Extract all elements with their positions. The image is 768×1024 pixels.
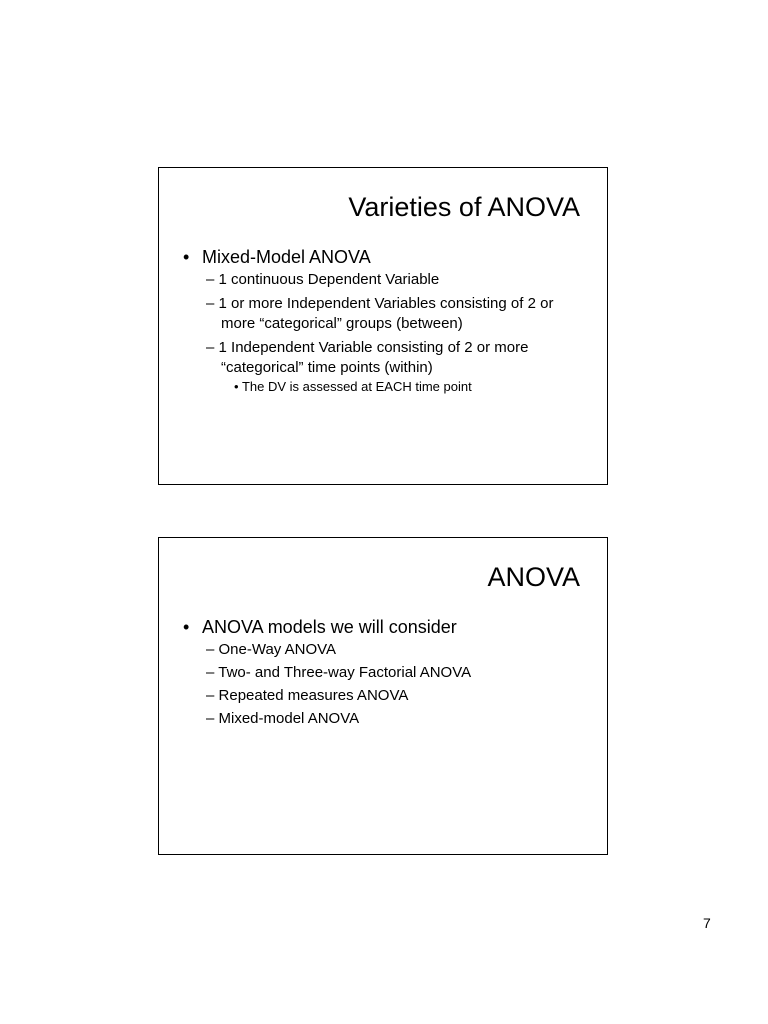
- sub-bullet-text: Two- and Three-way Factorial ANOVA: [218, 664, 472, 681]
- page-number: 7: [703, 915, 711, 931]
- sub-bullet-item: – 1 Independent Variable consisting of 2 or more “categorical” time points (within): [206, 339, 529, 376]
- bullet-dot-icon: •: [183, 617, 190, 637]
- slide-anova: [158, 537, 608, 855]
- sub-bullet-list: [183, 640, 587, 729]
- sub-bullet-item: – 1 or more Independent Variables consisting of 2 or more “categorical” groups (between): [206, 295, 554, 332]
- sub-bullet-item: – Mixed-model ANOVA: [206, 710, 360, 727]
- bullet-item: [183, 616, 587, 638]
- bullet-list: [183, 616, 587, 732]
- sub-bullet-text: 1 or more Independent Variables consisting of 2 or more “categorical” groups (between): [218, 295, 554, 332]
- sub-bullet-text: 1 Independent Variable consisting of 2 or more “categorical” time points (within): [218, 339, 529, 376]
- slide-title: Varieties of ANOVA: [348, 192, 580, 222]
- bullet-list: [183, 246, 587, 396]
- sub-bullet-item: – Repeated measures ANOVA: [206, 687, 409, 704]
- slide-title: ANOVA: [487, 562, 580, 592]
- sub-sub-bullet-text: The DV is assessed at EACH time point: [241, 379, 472, 394]
- bullet-item: [183, 246, 587, 268]
- bullet-dot-icon: •: [183, 247, 190, 267]
- sub-bullet-text: Mixed-model ANOVA: [218, 710, 360, 727]
- bullet-text: Mixed-Model ANOVA: [202, 247, 371, 267]
- sub-bullet-text: Repeated measures ANOVA: [218, 687, 409, 704]
- slide-varieties-of-anova: [158, 167, 608, 485]
- bullet-text: ANOVA models we will consider: [202, 617, 457, 637]
- sub-sub-bullet-item: • The DV is assessed at EACH time point: [234, 379, 472, 394]
- sub-sub-bullet-list: [183, 378, 587, 396]
- sub-bullet-text: One-Way ANOVA: [218, 641, 337, 658]
- sub-bullet-list: [183, 270, 587, 378]
- sub-bullet-item: – One-Way ANOVA: [206, 641, 337, 658]
- sub-bullet-text: 1 continuous Dependent Variable: [218, 271, 440, 288]
- sub-bullet-item: – 1 continuous Dependent Variable: [206, 271, 440, 288]
- sub-bullet-item: – Two- and Three-way Factorial ANOVA: [206, 664, 472, 681]
